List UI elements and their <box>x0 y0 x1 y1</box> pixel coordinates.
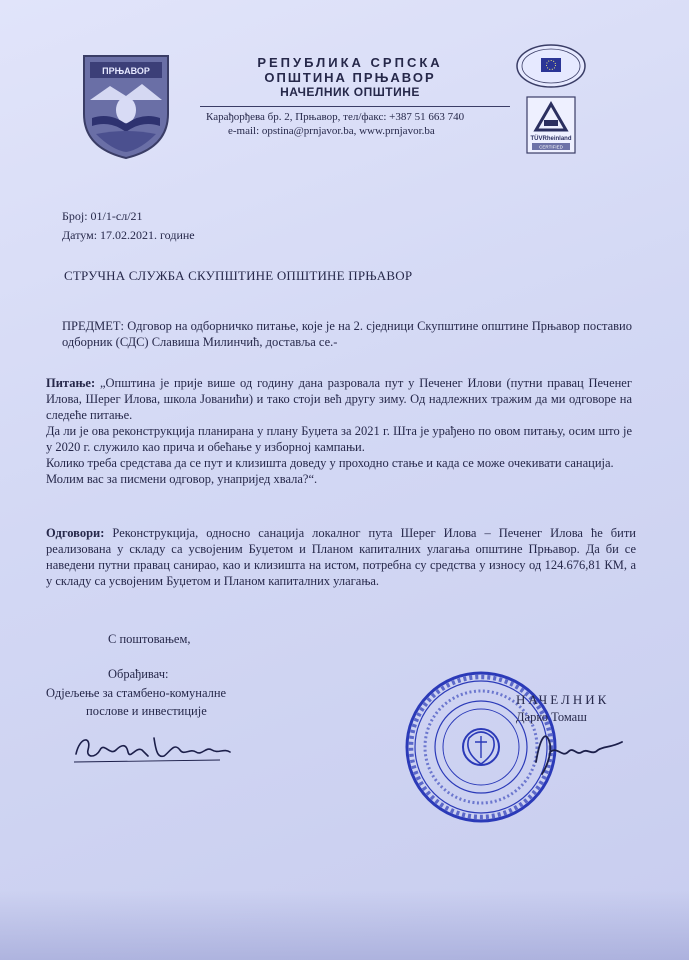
letterhead-contact <box>206 110 464 138</box>
municipal-crest-icon <box>80 52 172 160</box>
contact-address: Карађорђева бр. 2, Прњавор, тел/факс: +387 51 663 740 <box>206 111 465 123</box>
document-number: Број: 01/1-сл/21 <box>62 209 143 223</box>
mayor-title: НАЧЕЛНИК <box>516 692 610 707</box>
letterhead-municipality: ОПШТИНА ПРЊАВОР <box>264 70 436 85</box>
document-reference <box>62 207 195 245</box>
page-shadow <box>0 890 689 960</box>
answer-block <box>46 525 636 589</box>
letterhead <box>200 55 500 99</box>
tuv-sublabel: CERTIFIED <box>539 144 563 150</box>
mayor-signature <box>528 718 628 778</box>
tuv-label: TÜVRheinland <box>530 136 572 142</box>
department-line-2: послове и инвестиције <box>86 704 207 718</box>
question-text-4: Молим вас за писмени одговор, унапријед хвала?“. <box>46 472 318 486</box>
recipient-heading: СТРУЧНА СЛУЖБА СКУПШТИНЕ ОПШТИНЕ ПРЊАВОР <box>64 268 413 283</box>
question-text-1: „Општина је прије више од годину дана разровала пут у Печенег Илови (путни правац Печенег Илова, Шерег Илова, школа Јованићи) и тако стоји већ другу зиму. Од надлежних тражим да ми одговоре на следеће питање. <box>46 376 632 422</box>
contact-email: e-mail: opstina@prnjavor.ba, www.prnjavor.ba <box>228 125 435 137</box>
eu-certification-icon <box>514 42 588 90</box>
answer-text: Реконструкција, односно санација локалног пута Шерег Илова – Печенег Илова ће бити реализована у складу са усвојеним Буџетом и Планом капиталних улагања општине Прњавор. Да би се наведени путни правац санирао, као и клизишта на истом, потребна су средства у износу од 124.676,81 КМ, а у складу са усвојеним Буџетом и Планом капиталних улагања. <box>46 526 636 588</box>
preparer-signature <box>70 728 240 768</box>
letterhead-mayor-office: НАЧЕЛНИК ОПШТИНЕ <box>280 85 420 99</box>
question-text-2: Да ли је ова реконструкција планирана у плану Буџета за 2021 г. Шта је урађено по овом питању, осим што је у 2020 г. служило као прича и обећање у изборној кампањи. <box>46 424 632 454</box>
subject-paragraph: ПРЕДМЕТ: Одговор на одборничко питање, које је на 2. сједници Скупштине општине Прњавор поставио одборник (СДС) Славиша Милинчић, доставља се.- <box>62 319 632 349</box>
question-block <box>46 375 632 487</box>
answer-label: Одговори: <box>46 526 105 540</box>
question-text-3: Колико треба средстава да се пут и клизишта доведу у проходно стање и када се може очекивати санација. <box>46 456 614 470</box>
crest-label: ПРЊАВОР <box>102 66 150 76</box>
department-line-1: Одјељење за стамбено-комуналне <box>46 686 227 700</box>
letterhead-republic: РЕПУБЛИКА СРПСКА <box>257 55 443 70</box>
prepared-by-label: Обрађивач: <box>108 667 169 681</box>
tuv-certification-icon <box>526 96 576 154</box>
closing-respect: С поштовањем, <box>108 632 191 646</box>
mayor-name: Дарко Томаш <box>516 710 587 724</box>
document-date: Датум: 17.02.2021. године <box>62 228 195 242</box>
question-label: Питање: <box>46 376 96 390</box>
letterhead-rule <box>200 106 510 107</box>
